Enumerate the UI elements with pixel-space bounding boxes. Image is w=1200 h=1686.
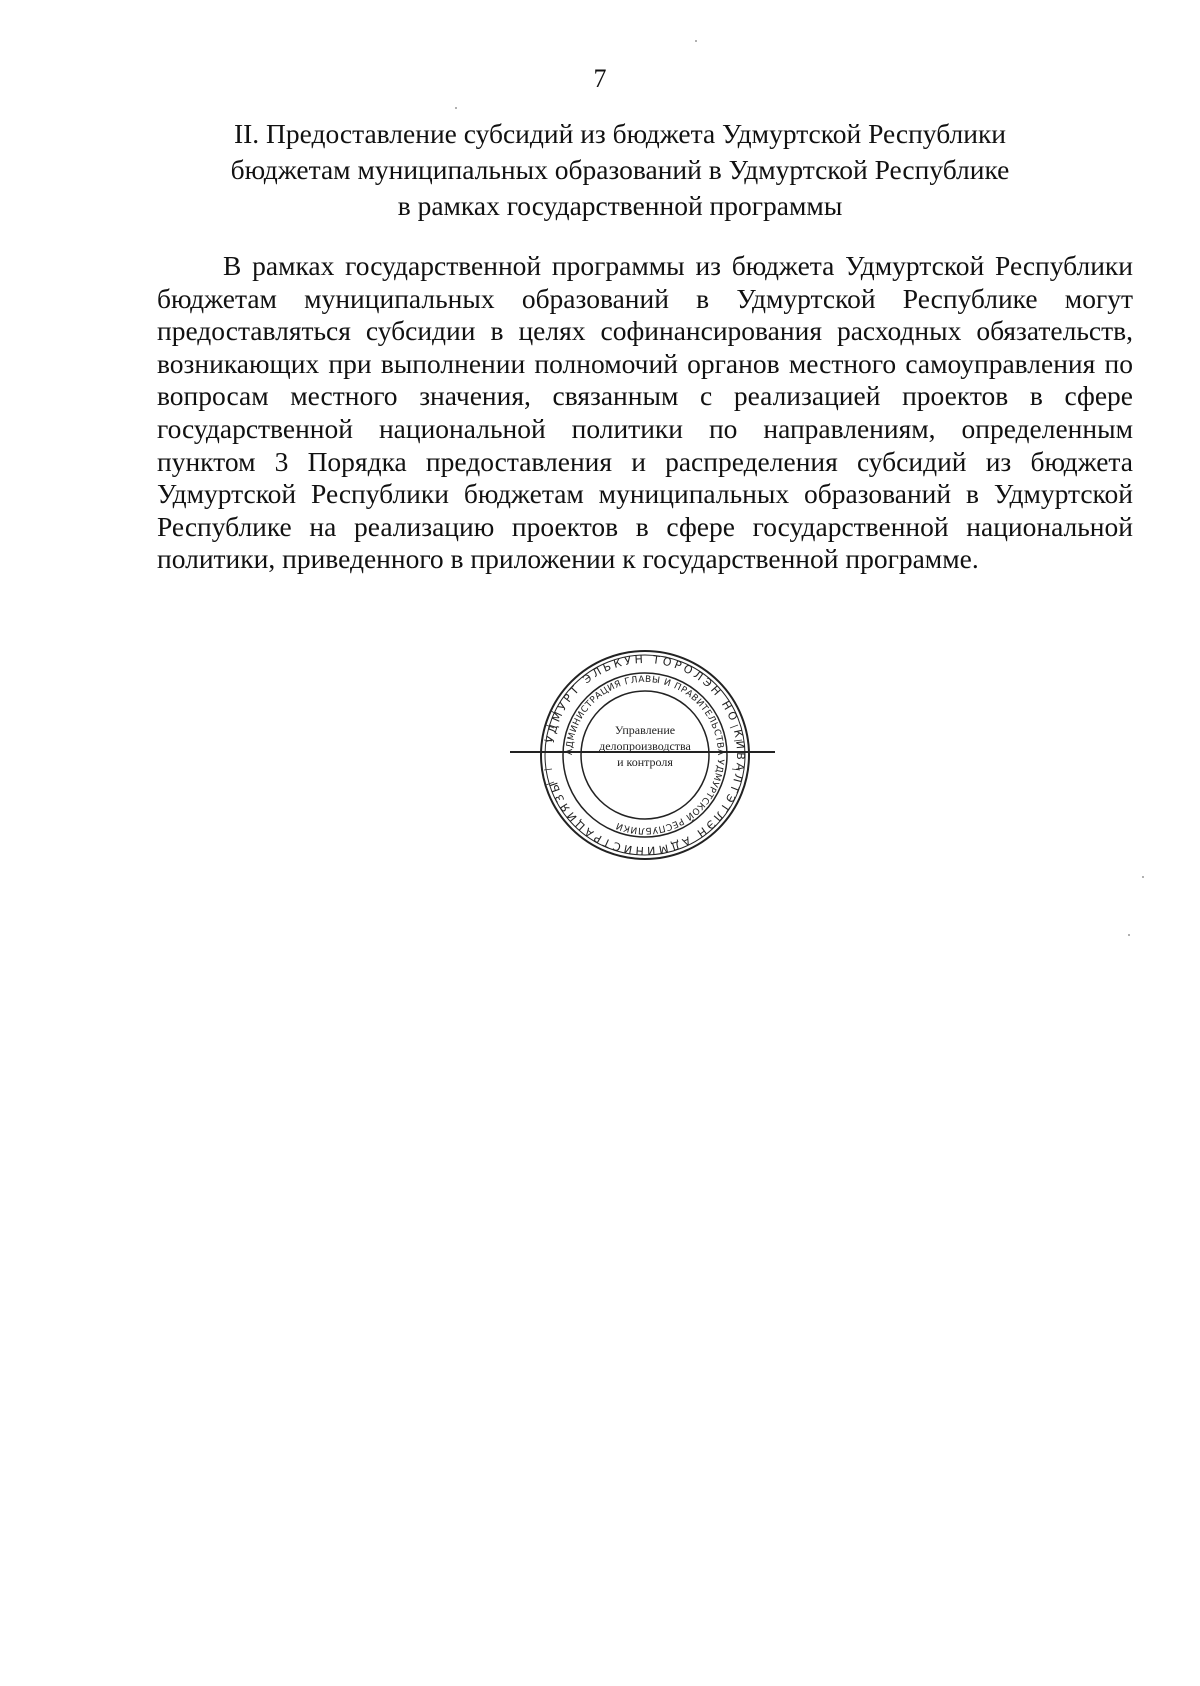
signature-line (510, 751, 775, 753)
seal-center-line-2: делопроизводства (599, 739, 691, 753)
section-heading (150, 116, 1090, 224)
official-seal (510, 640, 780, 870)
seal-middle-ring-text: АДМИНИСТРАЦИЯ ГЛАВЫ И ПРАВИТЕЛЬСТВА УДМУРТСКОЙ РЕСПУБЛИКИ (564, 674, 726, 836)
section-heading-line-3: в рамках государственной программы (397, 190, 843, 221)
scan-speck (695, 40, 697, 42)
seal-graphic (510, 640, 780, 870)
page-number: 7 (593, 64, 607, 93)
seal-center-line-1: Управление (614, 723, 676, 737)
seal-center-line-3: и контроля (617, 755, 673, 769)
section-heading-line-1: II. Предоставление субсидий из бюджета Удмуртской Республики (233, 118, 1007, 149)
body-paragraph: В рамках государственной программы из бюджета Удмуртской Республики бюджетам муниципальных образований в Удмуртской Республике могут предоставляться субсидии в целях софинансирования расходных обязательств, возникающих при выполнении полномочий органов местного самоуправления по вопросам местного значения, связанным с реализацией проектов в сфере государственной национальной политики по направлениям, определенным пунктом 3 Порядка предоставления и распределения субсидий из бюджета Удмуртской Республики бюджетам муниципальных образований в Удмуртской Республике на реализацию проектов в сфере государственной национальной политики, приведенного в приложении к государственной программе. (157, 250, 1133, 575)
seal-outer-ring-text: УДМУРТ ЭЛЬКУН ТОРОЛЭН НО КИВАЛТЭТЛЭН АДМИНИСТРАЦИЯЗЫ (543, 652, 748, 858)
scan-speck (455, 107, 457, 109)
scan-speck (1142, 876, 1144, 878)
section-heading-line-2: бюджетам муниципальных образований в Удмуртской Республике (230, 154, 1010, 185)
scan-speck (1128, 934, 1130, 936)
